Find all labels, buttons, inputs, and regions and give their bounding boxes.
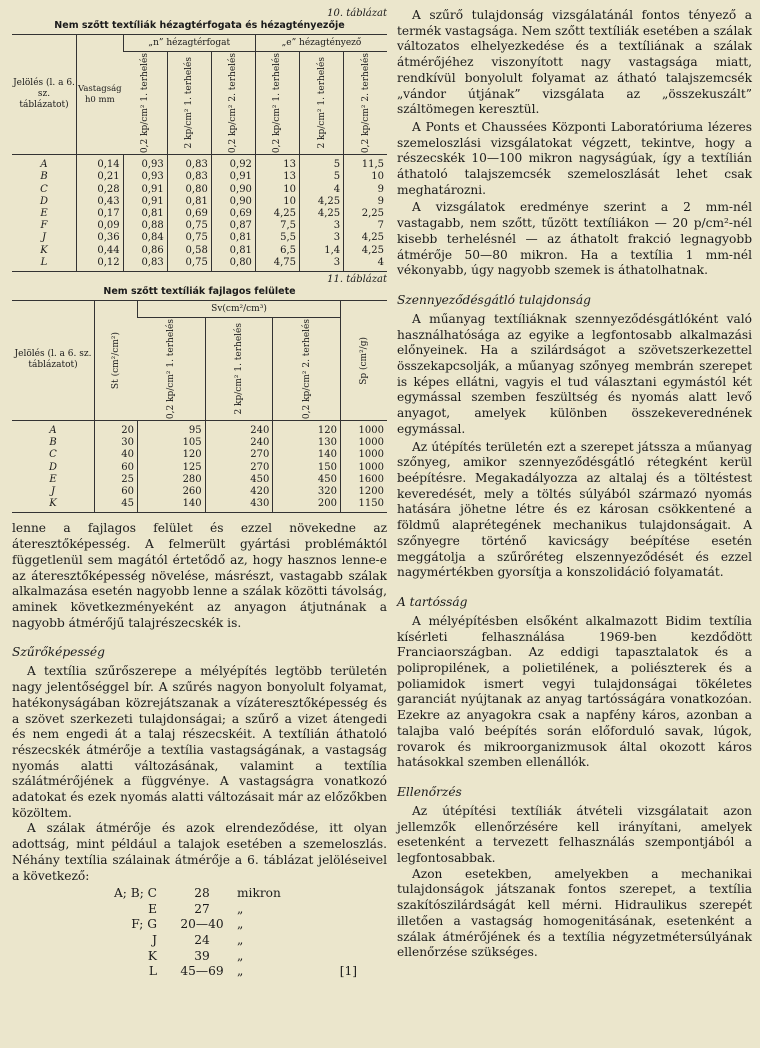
table10	[12, 34, 387, 272]
table-cell: 0,80	[211, 257, 255, 272]
list-item-ref	[297, 933, 357, 949]
row-label: K	[40, 244, 48, 256]
table-cell: 120	[138, 449, 206, 461]
list-item	[12, 886, 387, 902]
table-cell: 4,25	[255, 208, 299, 220]
right-paragraph-5: Az útépítés területén ezt a szerepet játssza a műanyag szőnyeg, amikor szennyeződésgátló rétegként kerül beépítésre. Megakadályozza az altalaj és a töltéstest keveredését, mely a töltés súlyából származó nyomás hatására jöhetne létre és ez károsan csökkentené a földmű alaprétegének mechanikus tulajdonságait. A szőnyegre történő kavicságy beépítése esetén meggátolja a szűrőréteg elszennyeződését és ezzel nagymértékben gyorsítja a konszolidáció folyamatát.	[397, 439, 752, 580]
row-label: E	[49, 473, 57, 485]
list-item	[12, 917, 387, 933]
list-item-code: L	[148, 964, 157, 979]
table-cell: 0,93	[123, 155, 167, 172]
row-label: D	[39, 195, 49, 207]
table-row	[12, 421, 387, 438]
table-cell: 0,69	[167, 208, 211, 220]
table-cell: 0,91	[123, 184, 167, 196]
heading-control: Ellenőrzés	[397, 784, 462, 799]
list-item-value: 20—40	[180, 917, 224, 932]
table-cell: 320	[273, 486, 341, 498]
table10-sub-n3: 0,2 kp/cm² 2. terhelés	[228, 53, 239, 154]
heading-durability: A tartósság	[397, 594, 468, 609]
list-item-value: 28	[194, 886, 210, 901]
table-row	[12, 245, 387, 257]
table-cell: 4	[300, 184, 344, 196]
table-cell: 0,69	[211, 208, 255, 220]
table-cell: 11,5	[344, 155, 387, 172]
table11-sub-c: 0,2 kp/cm² 2. terhelés	[301, 318, 312, 420]
table-cell: 260	[138, 486, 206, 498]
heading-antipollution: Szennyeződésgátló tulajdonság	[397, 292, 591, 307]
table-cell: 140	[273, 449, 341, 461]
table-cell: 0,36	[77, 232, 124, 244]
table-cell: 4,25	[344, 245, 387, 257]
table10-sub-e2: 2 kp/cm² 1. terhelés	[316, 57, 327, 149]
table-cell: 200	[273, 498, 341, 513]
table-cell: 0,12	[77, 257, 124, 272]
list-item-code: K	[147, 948, 157, 963]
list-item-ref	[297, 917, 357, 933]
table-cell: 0,75	[167, 257, 211, 272]
list-item-unit: „	[237, 933, 244, 948]
list-item-unit: mikron	[237, 886, 281, 901]
table-cell: 0,81	[211, 232, 255, 244]
row-label: B	[40, 171, 48, 183]
table-cell: 3	[300, 232, 344, 244]
list-item-ref	[297, 886, 357, 902]
table-cell: 0,09	[77, 220, 124, 232]
table-cell: 4,25	[300, 196, 344, 208]
table-cell: 4,75	[255, 257, 299, 272]
table-cell: 0,87	[211, 220, 255, 232]
table10-group-e: „e” hézagtényező	[281, 38, 362, 48]
table-cell: 270	[205, 462, 273, 474]
table-row	[12, 171, 387, 183]
table-cell: 7	[344, 220, 387, 232]
table-row	[12, 449, 387, 461]
table10-title: Nem szőtt textíliák hézagtérfogata és hézagtényezője	[54, 20, 345, 31]
table11-group-sv: Sv(cm²/cm³)	[211, 303, 267, 314]
table-row	[12, 437, 387, 449]
table-cell: 60	[95, 486, 138, 498]
table-cell: 10	[255, 196, 299, 208]
table-cell: 0,75	[167, 220, 211, 232]
table-cell: 10	[344, 171, 387, 183]
table-cell: 1000	[341, 421, 388, 438]
filter-paragraph-1: A textília szűrőszerepe a mélyépítés legtöbb területén nagy jelentőséggel bír. A szűrés nagyon bonyolult folyamat, hatékonyságában közrejátszanak a vízáteresztőképesség és a szövet szerkezeti tulajdonságai; a szűrő a vizet átengedi és nem engedi át a talaj részecskéit. A textílián áthatoló részecskék átmérője a textília vastagságának, a vastagság nyomás alatti változásának, valamint a textília szálátmérőjének a függvénye. A vastagságra vonatkozó adatokat és ezek nyomás alatti változásait már az előzőkben közöltem.	[12, 664, 387, 820]
table-cell: 0,80	[167, 184, 211, 196]
table-cell: 5,5	[255, 232, 299, 244]
list-item-code: J	[152, 933, 157, 948]
table-cell: 0,44	[77, 245, 124, 257]
list-item-value: 39	[194, 948, 210, 963]
list-item-unit: „	[237, 917, 244, 932]
table-cell: 3	[300, 257, 344, 272]
table-cell: 450	[273, 474, 341, 486]
table-cell: 0,84	[123, 232, 167, 244]
row-label: D	[48, 461, 58, 473]
list-item-value: 45—69	[180, 964, 224, 979]
row-label: E	[40, 207, 48, 219]
list-item-code: F; G	[131, 917, 157, 932]
list-item-code: A; B; C	[113, 886, 157, 901]
left-intro-paragraph: lenne a fajlagos felület és ezzel növekedne az áteresztőképesség. A felmerült gyártási problémáktól függetlenül sem magától értetődő az, hogy hasznos lenne-e az áteresztőképesség növelése, másrészt, vastagabb szálak alkalmazása esetén nagyobb lenne a szálak közötti távolság, aminek következményeként az anyagon átjutnának a nagyobb átmérőjű talajrészecskék is.	[12, 521, 387, 630]
table-cell: 60	[95, 462, 138, 474]
list-item-unit: „	[237, 948, 244, 963]
table-cell: 0,21	[77, 171, 124, 183]
table-cell: 0,91	[211, 171, 255, 183]
list-item-code: E	[148, 901, 157, 916]
table-cell: 0,83	[167, 171, 211, 183]
table-cell: 420	[205, 486, 273, 498]
table11-title: Nem szőtt textíliák fajlagos felülete	[103, 285, 296, 297]
table-cell: 30	[95, 437, 138, 449]
list-item	[12, 949, 387, 965]
right-paragraph-8: Azon esetekben, amelyekben a mechanikai tulajdonságok játszanak fontos szerepet, a textília szakítószilárdságát kell mérni. Hidraulikus szerepét illetően a vastagság homogenitásának, esetenként a szálak átmérőjének és a textília négyzetmétersúlyának ellenőrzése szükséges.	[397, 866, 752, 960]
table-row	[12, 232, 387, 244]
list-item-unit: „	[237, 964, 244, 979]
table-cell: 25	[95, 474, 138, 486]
table-cell: 0,81	[123, 208, 167, 220]
table-cell: 4	[344, 257, 387, 272]
table-cell: 2,25	[344, 208, 387, 220]
filter-paragraph-2: A szálak átmérője és azok elrendeződése, itt olyan adottság, mint például a talajok esetében a szemeloszlás. Néhány textília szálainak átmérője a 6. táblázat jelöléseivel a következő:	[12, 821, 387, 883]
fiber-diameter-list	[12, 886, 387, 980]
row-label: C	[49, 449, 57, 461]
left-column	[12, 0, 387, 980]
table-cell: 4,25	[300, 208, 344, 220]
table-cell: 450	[205, 474, 273, 486]
table-cell: 1150	[341, 498, 388, 513]
table11-col-st: St (cm²/cm²)	[111, 331, 121, 390]
list-item-value: 24	[194, 933, 210, 948]
table-cell: 10	[255, 184, 299, 196]
list-item-unit: „	[237, 901, 244, 916]
table-cell: 5	[300, 171, 344, 183]
table10-col-label: Jelölés (l. a 6. sz. táblázatot)	[13, 78, 75, 111]
table-cell: 6,5	[255, 245, 299, 257]
table-cell: 0,90	[211, 196, 255, 208]
table-cell: 0,83	[167, 155, 211, 172]
table-cell: 120	[273, 421, 341, 438]
row-label: C	[40, 183, 48, 195]
right-paragraph-6: A mélyépítésben elsőként alkalmazott Bidim textília kísérleti felhasználása 1969-ben kezdődött Franciaországban. Az eddigi tapasztalatok és a polipropilének, a polietilének, a poliészterek és a poliamidok ismert vegyi tulajdonságai tökéletes garanciát nyújtanak az anyag tartósságára vonatkozóan. Ezekre az anyagokra csak a napfény káros, azonban a talajba való beépítés során előforduló savak, lúgok, rovarok és mikroorganizmusok által okozott káros hatásokkal szemben ellenállók.	[397, 613, 752, 770]
right-column	[397, 8, 752, 961]
row-label: A	[40, 159, 48, 171]
right-paragraph-4: A műanyag textíliáknak szennyeződésgátlóként való használhatósága az egyike a legfontosabb alkalmazási előnyeinek. Ha a szilárdságot a szövetszerkezettel összekapcsolják, a műanyag szőnyeg membrán szerepet is képes ellátni, vagyis el tud választani egymástól két egymással szemben feszültség és nyomás alatt levő anyagot, amelyek különben összekeverednének egymással.	[397, 311, 752, 436]
table10-sub-n1: 0,2 kp/cm² 1. terhelés	[139, 53, 150, 154]
table-row	[12, 208, 387, 220]
table10-group-n: „n” hézagtérfogat	[148, 38, 231, 48]
table-row	[12, 155, 387, 172]
table-cell: 1200	[341, 486, 388, 498]
table-cell: 13	[255, 171, 299, 183]
table-cell: 0,81	[167, 196, 211, 208]
table11-number: 11. táblázat	[327, 273, 387, 285]
right-paragraph-1: A szűrő tulajdonság vizsgálatánál fontos tényező a termék vastagsága. Nem szőtt textíliák esetében a szálak változatos elhelyezkedése és a textíliának a szálak átmérőjéhez viszonyított nagy vastagsága miatt, rendkívül bonyolult folyamat az átható talajszemcsék „vándor útjának” vizsgálata az „összekuszált” száltömegen keresztül.	[397, 8, 752, 117]
table-cell: 5	[300, 155, 344, 172]
table-cell: 280	[138, 474, 206, 486]
table11-col-sp: Sp (cm²/g)	[359, 336, 369, 385]
list-item-ref: [1]	[339, 964, 357, 979]
table-cell: 1,4	[300, 245, 344, 257]
table10-sub-n2: 2 kp/cm² 1. terhelés	[184, 57, 195, 149]
table-cell: 95	[138, 421, 206, 438]
list-item	[12, 902, 387, 918]
table-cell: 4,25	[344, 232, 387, 244]
list-item-value: 27	[194, 901, 210, 916]
table11-body	[12, 421, 387, 513]
table-cell: 0,91	[123, 196, 167, 208]
table-cell: 105	[138, 437, 206, 449]
table-cell: 0,86	[123, 245, 167, 257]
table-cell: 270	[205, 449, 273, 461]
table-row	[12, 474, 387, 486]
list-item-ref	[297, 949, 357, 965]
table10-col-thickness: Vastagság h0 mm	[78, 83, 122, 105]
table-cell: 430	[205, 498, 273, 513]
table-row	[12, 196, 387, 208]
table10-sub-e1: 0,2 kp/cm² 1. terhelés	[272, 53, 283, 154]
row-label: B	[49, 437, 57, 449]
table-cell: 0,93	[123, 171, 167, 183]
table-row	[12, 220, 387, 232]
table-cell: 0,92	[211, 155, 255, 172]
table-cell: 0,28	[77, 184, 124, 196]
table-cell: 7,5	[255, 220, 299, 232]
table-cell: 40	[95, 449, 138, 461]
list-item-ref	[297, 902, 357, 918]
table-cell: 0,90	[211, 184, 255, 196]
table-row	[12, 462, 387, 474]
table-cell: 240	[205, 437, 273, 449]
row-label: L	[12, 257, 77, 272]
table-cell: 20	[95, 421, 138, 438]
table-row	[12, 498, 387, 513]
table-cell: 1000	[341, 462, 388, 474]
table-cell: 0,17	[77, 208, 124, 220]
row-label: A	[49, 425, 57, 437]
table-cell: 45	[95, 498, 138, 513]
table11-sub-a: 0,2 kp/cm² 1. terhelés	[166, 318, 177, 420]
table-cell: 0,14	[77, 155, 124, 172]
list-item	[12, 933, 387, 949]
table-cell: 130	[273, 437, 341, 449]
table-cell: 0,75	[167, 232, 211, 244]
table-cell: 0,43	[77, 196, 124, 208]
table11-col-label: Jelölés (l. a 6. sz. táblázatot)	[14, 349, 92, 371]
row-label: K	[12, 498, 95, 513]
row-label: J	[50, 486, 55, 498]
table-cell: 0,81	[211, 245, 255, 257]
table10-sub-e3: 0,2 kp/cm² 2. terhelés	[360, 53, 371, 154]
table-row	[12, 184, 387, 196]
table-cell: 150	[273, 462, 341, 474]
right-paragraph-3: A vizsgálatok eredménye szerint a 2 mm-nél vastagabb, nem szőtt, tűzött textíliákon — 20 p/cm²-nél kisebb terhelésnél — az áthatolt frakció legnagyobb átmérője 50—80 mikron. Ha a textília 1 mm-nél vékonyabb, úgy nagyobb szemek is áthatolhatnak.	[397, 200, 752, 278]
table-cell: 125	[138, 462, 206, 474]
table-cell: 240	[205, 421, 273, 438]
row-label: F	[40, 220, 48, 232]
table11	[12, 300, 387, 514]
table-row	[12, 486, 387, 498]
table-cell: 9	[344, 196, 387, 208]
table10-number: 10. táblázat	[327, 8, 387, 19]
table-cell: 13	[255, 155, 299, 172]
table10-body	[12, 155, 387, 272]
table-cell: 0,88	[123, 220, 167, 232]
table-cell: 140	[138, 498, 206, 513]
heading-filter: Szűrőképesség	[12, 645, 105, 660]
table-cell: 3	[300, 220, 344, 232]
table11-sub-b: 2 kp/cm² 1. terhelés	[233, 323, 244, 415]
table-row	[12, 257, 387, 272]
table-cell: 1000	[341, 449, 388, 461]
table-cell: 9	[344, 184, 387, 196]
table-cell: 0,58	[167, 245, 211, 257]
table-cell: 0,83	[123, 257, 167, 272]
row-label: J	[41, 232, 46, 244]
list-item	[12, 964, 387, 980]
table-cell: 1600	[341, 474, 388, 486]
right-paragraph-2: A Ponts et Chaussées Központi Laboratóriuma lézeres szemeloszlási vizsgálatokat végzett, tekintve, hogy a részecskék 10—100 mikron nagyságúak, így a textílián áthatoló talajszemcsék szemeloszlását lehet csak meghatározni.	[397, 119, 752, 197]
right-paragraph-7: Az útépítési textíliák átvételi vizsgálatait azon jellemzők ellenőrzésére kell irányítani, amelyek esetenként a tervezett felhasználás szempontjából a legfontosabbak.	[397, 803, 752, 866]
table-cell: 1000	[341, 437, 388, 449]
